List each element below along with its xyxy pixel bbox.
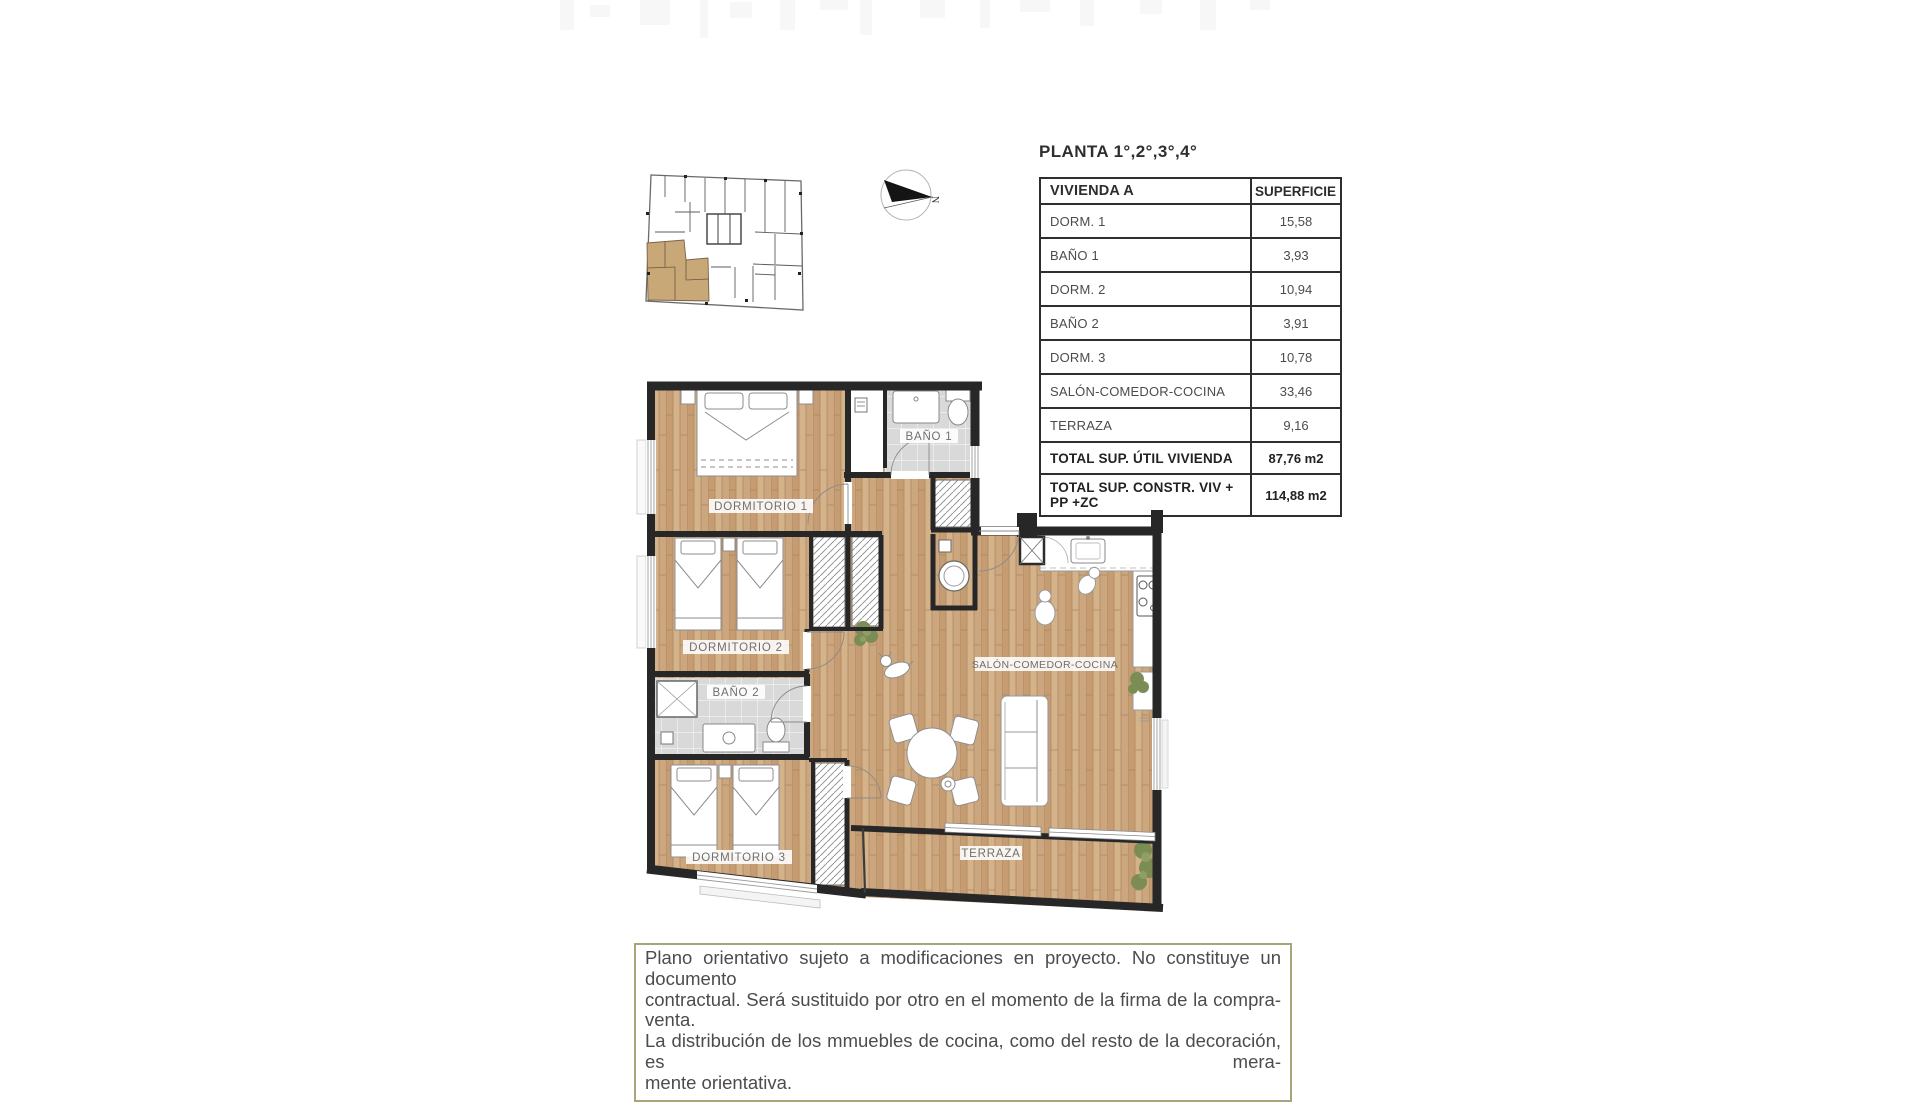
room-label-dormitorio-2: DORMITORIO 2 [689, 642, 783, 654]
room-label-bano-2: BAÑO 2 [712, 687, 760, 699]
double-bed [681, 390, 813, 476]
row-value: 114,88 m2 [1251, 474, 1341, 516]
building-overview-plan [645, 172, 810, 317]
room-label-salon: SALÓN-COMEDOR-COCINA [971, 659, 1119, 671]
faint-top-plan-fragment [540, 0, 1300, 46]
wardrobe-dorm3 [815, 763, 845, 885]
row-label: BAÑO 2 [1040, 306, 1251, 340]
boiler-icon [661, 732, 673, 744]
row-value: 9,16 [1251, 408, 1341, 442]
page-title: PLANTA 1°,2°,3°,4° [1039, 142, 1198, 161]
row-value: 87,76 m2 [1251, 442, 1341, 474]
row-label: TOTAL SUP. CONSTR. VIV + PP +ZC [1040, 474, 1251, 516]
row-label: SALÓN-COMEDOR-COCINA [1040, 374, 1251, 408]
row-label: DORM. 2 [1040, 272, 1251, 306]
row-label: TOTAL SUP. ÚTIL VIVIENDA [1040, 442, 1251, 474]
room-label-dormitorio-3: DORMITORIO 3 [692, 852, 786, 864]
row-value: 3,93 [1251, 238, 1341, 272]
disclaimer-box [634, 943, 1292, 1102]
entry-pillar [1017, 513, 1037, 537]
row-label: DORM. 1 [1040, 204, 1251, 238]
wardrobe-dorm2 [813, 537, 845, 627]
apartment-floorplan [635, 380, 1185, 928]
disclaimer-line: mente orientativa. [645, 1071, 793, 1093]
room-label-bano-1: BAÑO 1 [905, 431, 953, 443]
table-row [1040, 204, 1341, 238]
room-label-dormitorio-1: DORMITORIO 1 [714, 501, 808, 513]
row-value: 10,78 [1251, 340, 1341, 374]
row-value: 33,46 [1251, 374, 1341, 408]
row-value: 15,58 [1251, 204, 1341, 238]
compass-north-label: N [929, 196, 940, 204]
disclaimer-line: contractual. Será sustituido por otro en el momento de la firma de la compra-venta. [645, 988, 1281, 1031]
disclaimer-line: La distribución de los mmuebles de cocina, como del resto de la decoración, es mera- [645, 1030, 1281, 1072]
disclaimer-line: Plano orientativo sujeto a modificaciones en proyecto. No constituye un documento [645, 947, 1281, 989]
row-label: BAÑO 1 [1040, 238, 1251, 272]
table-header-vivienda: VIVIENDA A [1040, 178, 1251, 204]
table-header-row [1040, 178, 1341, 204]
room-label-terraza: TERRAZA [961, 848, 1021, 860]
wardrobe-hall [852, 537, 879, 626]
sink-vanity [703, 724, 755, 752]
row-label: DORM. 3 [1040, 340, 1251, 374]
shaft-box [1020, 537, 1044, 564]
table-row [1040, 238, 1341, 272]
sofa [1001, 696, 1048, 806]
table-row [1040, 306, 1341, 340]
toilet-tank [763, 742, 789, 752]
row-value: 10,94 [1251, 272, 1341, 306]
table-header-superficie: SUPERFICIE [1251, 178, 1341, 204]
north-arrow-icon [876, 166, 946, 230]
sink-vanity [893, 391, 939, 423]
row-value: 3,91 [1251, 306, 1341, 340]
toilet-bowl [948, 399, 968, 425]
wardrobe-entry [934, 480, 973, 527]
boiler-icon [855, 398, 867, 412]
table-row [1040, 340, 1341, 374]
row-label: TERRAZA [1040, 408, 1251, 442]
table-row [1040, 272, 1341, 306]
